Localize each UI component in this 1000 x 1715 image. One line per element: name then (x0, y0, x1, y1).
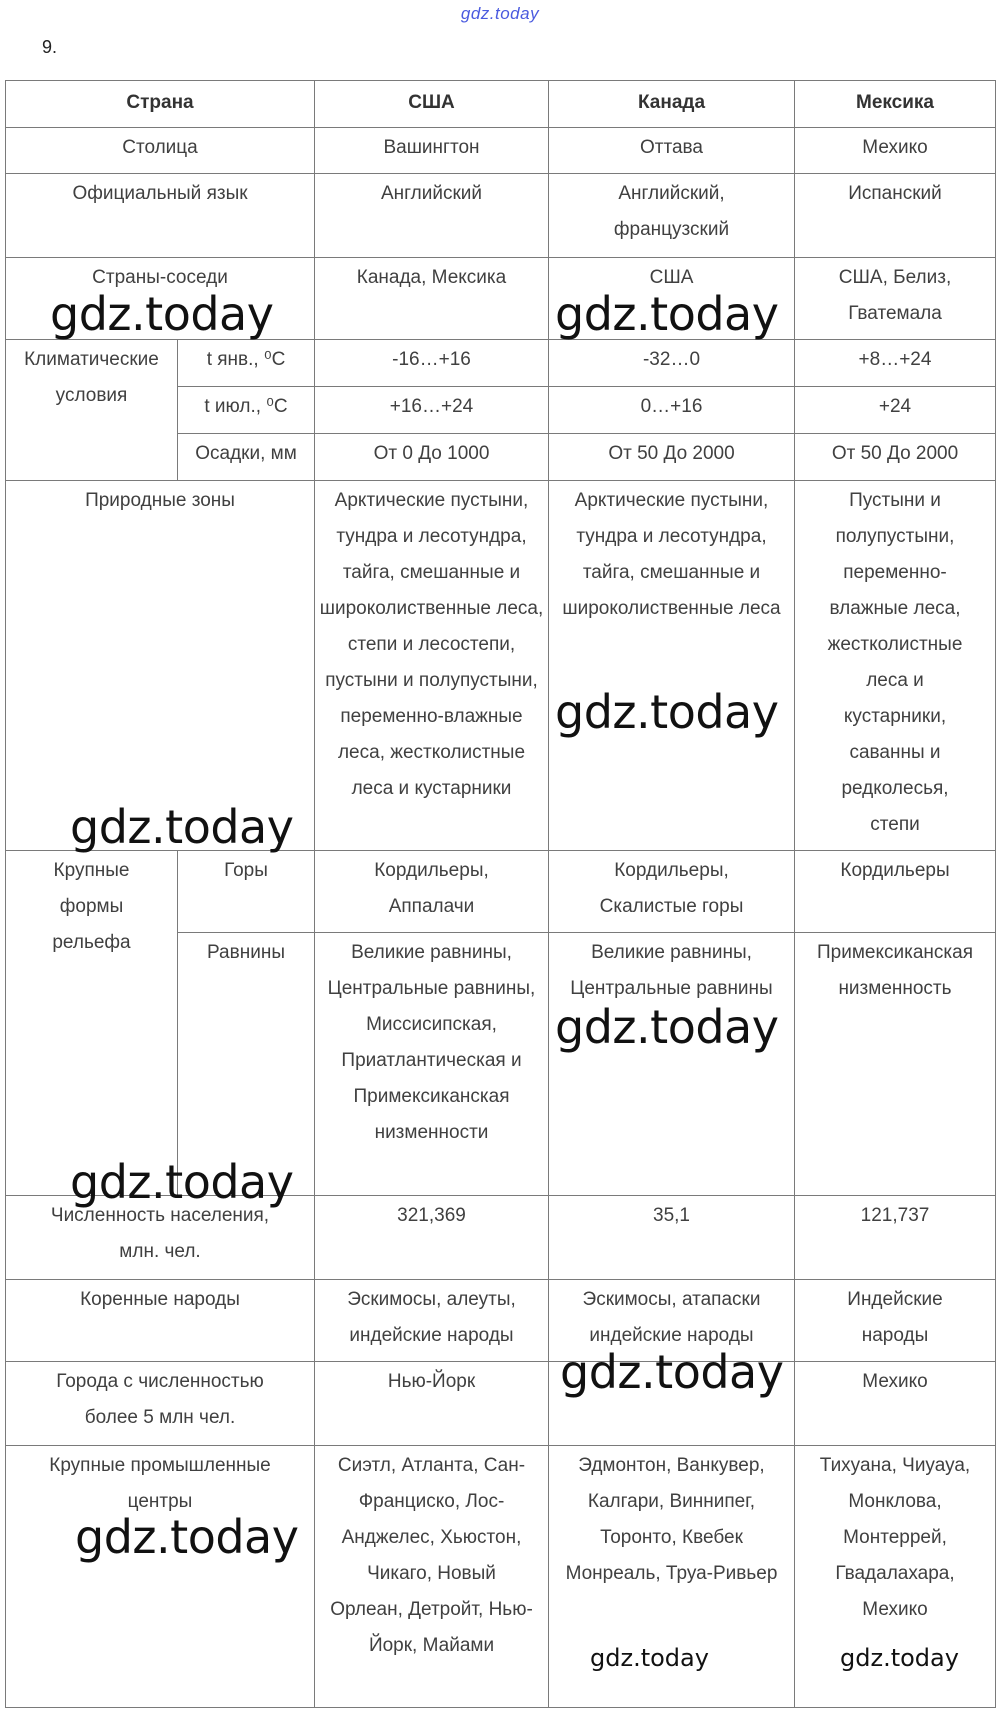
table-row-capital (6, 128, 996, 174)
row-label: Климатические условия (6, 340, 178, 481)
cell-mexico: Пустыни и полупустыни, переменно-влажные леса, жестколистные леса и кустарники, саванны и редколесья, степи (795, 481, 996, 851)
row-label: Города с численностью более 5 млн чел. (6, 1362, 315, 1446)
table-row-mountains (6, 851, 996, 933)
table-row-zones (6, 481, 996, 851)
cell-mexico: Индейские народы (795, 1280, 996, 1362)
header-country: Страна (6, 81, 315, 128)
sub-label: Равнины (178, 933, 315, 1196)
table-row-climate-jan (6, 340, 996, 387)
cell-canada: США (549, 258, 795, 340)
watermark: gdz.today (50, 287, 274, 341)
row-label: Страны-соседи (6, 258, 315, 340)
cell-canada: Кордильеры, Скалистые горы (549, 851, 795, 933)
cell-mexico: Тихуана, Чиуауа, Монклова, Монтеррей, Гвадалахара, Мехико (795, 1446, 996, 1708)
table-header-row (6, 81, 996, 128)
cell-usa: Сиэтл, Атланта, Сан-Франциско, Лос-Анджелес, Хьюстон, Чикаго, Новый Орлеан, Детройт, Нью-Йорк, Майами (315, 1446, 549, 1708)
cell-canada: Английский, французский (549, 174, 795, 258)
cell-mexico: 121,737 (795, 1196, 996, 1280)
sub-label: t июл., ⁰С (178, 387, 315, 434)
cell-usa: От 0 До 1000 (315, 434, 549, 481)
top-watermark: gdz.today (460, 4, 540, 23)
table-row-industry (6, 1446, 996, 1708)
cell-canada: Арктические пустыни, тундра и лесотундра, тайга, смешанные и широколиственные леса (549, 481, 795, 851)
watermark: gdz.today (75, 1510, 299, 1564)
watermark-small: gdz.today (590, 1644, 709, 1672)
cell-usa: Кордильеры, Аппалачи (315, 851, 549, 933)
watermark-small: gdz.today (840, 1644, 959, 1672)
cell-mexico: +24 (795, 387, 996, 434)
cell-canada: Оттава (549, 128, 795, 174)
cell-canada: 0…+16 (549, 387, 795, 434)
cell-canada: Эскимосы, атапаски индейские народы (549, 1280, 795, 1362)
cell-mexico: Испанский (795, 174, 996, 258)
sub-label: Горы (178, 851, 315, 933)
header-usa: США (315, 81, 549, 128)
cell-canada: Великие равнины, Центральные равнины (549, 933, 795, 1196)
watermark: gdz.today (555, 287, 779, 341)
row-label: Официальный язык (6, 174, 315, 258)
table-row-cities (6, 1362, 996, 1446)
table-row-neighbors (6, 258, 996, 340)
cell-mexico: Мехико (795, 1362, 996, 1446)
watermark: gdz.today (555, 685, 779, 739)
table-row-population (6, 1196, 996, 1280)
task-number: 9. (42, 37, 58, 57)
cell-usa: -16…+16 (315, 340, 549, 387)
cell-mexico: Примексиканская низменность (795, 933, 996, 1196)
sub-label: Осадки, мм (178, 434, 315, 481)
cell-canada: 35,1 (549, 1196, 795, 1280)
cell-usa: Вашингтон (315, 128, 549, 174)
cell-mexico: +8…+24 (795, 340, 996, 387)
cell-mexico: США, Белиз, Гватемала (795, 258, 996, 340)
row-label: Природные зоны (6, 481, 315, 851)
row-label: Коренные народы (6, 1280, 315, 1362)
watermark: gdz.today (560, 1345, 784, 1399)
cell-usa: Английский (315, 174, 549, 258)
cell-canada: Эдмонтон, Ванкувер, Калгари, Виннипег, Торонто, Квебек Монреаль, Труа-Ривьер (549, 1446, 795, 1708)
cell-mexico: От 50 До 2000 (795, 434, 996, 481)
cell-mexico: Кордильеры (795, 851, 996, 933)
cell-canada (549, 1362, 795, 1446)
watermark: gdz.today (70, 800, 294, 854)
row-label: Численность населения, млн. чел. (6, 1196, 315, 1280)
row-label: Крупные формы рельефа (6, 851, 178, 1196)
cell-usa: Арктические пустыни, тундра и лесотундра, тайга, смешанные и широколиственные леса, степи и лесостепи, пустыни и полупустыни, переменно-влажные леса, жестколистные леса и кустарники (315, 481, 549, 851)
cell-canada: -32…0 (549, 340, 795, 387)
header-canada: Канада (549, 81, 795, 128)
cell-canada: От 50 До 2000 (549, 434, 795, 481)
watermark: gdz.today (555, 1000, 779, 1054)
row-label: Крупные промышленные центры (6, 1446, 315, 1708)
cell-usa: +16…+24 (315, 387, 549, 434)
cell-usa: Нью-Йорк (315, 1362, 549, 1446)
cell-usa: 321,369 (315, 1196, 549, 1280)
sub-label: t янв., ⁰С (178, 340, 315, 387)
table-row-peoples (6, 1280, 996, 1362)
row-label: Столица (6, 128, 315, 174)
cell-usa: Эскимосы, алеуты, индейские народы (315, 1280, 549, 1362)
cell-usa: Великие равнины, Центральные равнины, Миссисипская, Приатлантическая и Примексиканская низменности (315, 933, 549, 1196)
header-mexico: Мексика (795, 81, 996, 128)
watermark: gdz.today (70, 1155, 294, 1209)
cell-usa: Канада, Мексика (315, 258, 549, 340)
cell-mexico: Мехико (795, 128, 996, 174)
country-comparison-table (5, 80, 996, 1708)
table-row-language (6, 174, 996, 258)
